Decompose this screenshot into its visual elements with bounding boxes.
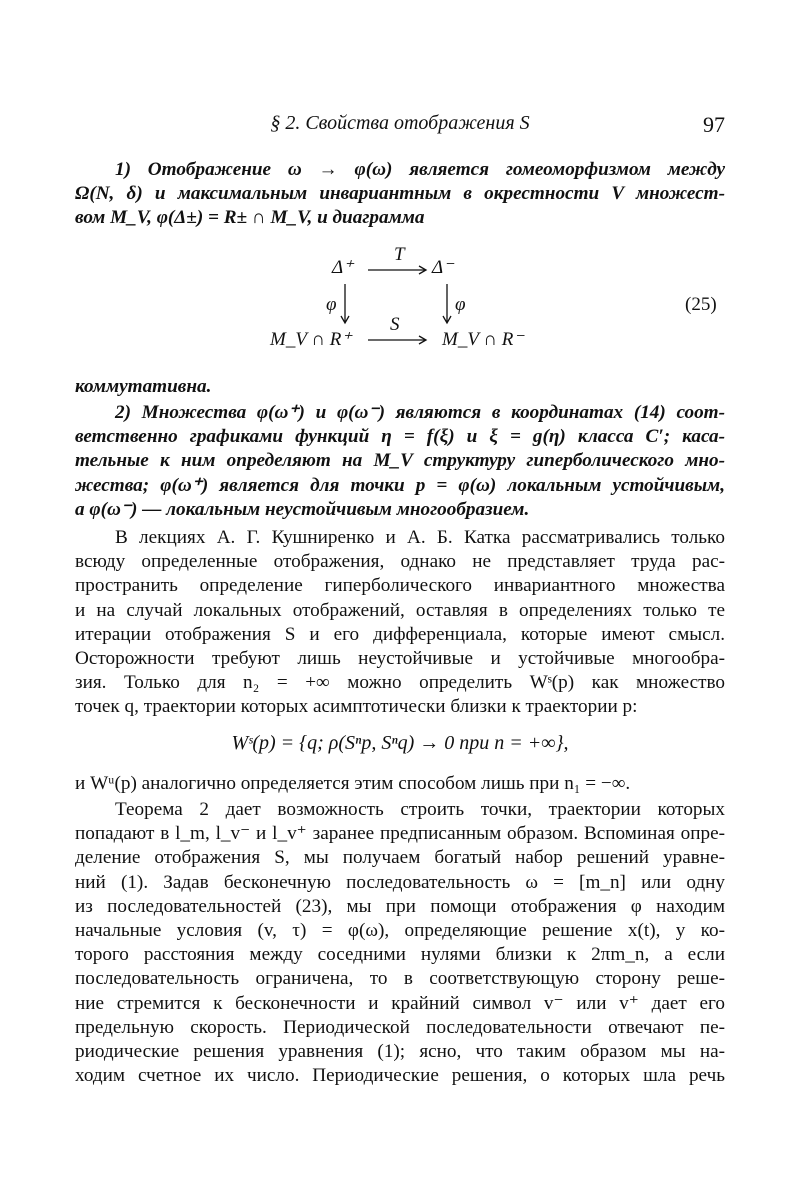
text-line: ний (1). Задав бесконечную последовательность ω = [m_n] или одну xyxy=(75,871,725,893)
text-line: 2) Множества φ(ω⁺) и φ(ω⁻) являются в координатах (14) соот- xyxy=(115,402,725,423)
diagram-right-map: φ xyxy=(455,294,466,315)
text-line: предельную скорость. Периодической последовательности отвечают пе- xyxy=(75,1016,725,1038)
text-line: В лекциях А. Г. Кушниренко и А. Б. Катка рассматривались только xyxy=(115,527,725,548)
running-title: § 2. Свойства отображения S xyxy=(270,112,530,134)
text-line: Осторожности требуют лишь неустойчивые и устойчивые многообра- xyxy=(75,647,725,669)
text-line: а φ(ω⁻) — локальным неустойчивым многообразием. xyxy=(75,498,530,520)
text-line: всюду определенные отображения, однако не представляет труда рас- xyxy=(75,551,725,573)
after-formula xyxy=(75,772,725,796)
diagram-left-map: φ xyxy=(326,294,337,315)
text-line: итерации отображения S и его дифференциала, которые имеют смысл. xyxy=(75,623,725,645)
text-line: точек q, траектории которых асимптотически близки к траектории p: xyxy=(75,696,638,718)
diagram-bottom-arrow-label: S xyxy=(390,314,400,335)
text-line: последовательность ограничена, то в соответствующую сторону реше- xyxy=(75,968,725,990)
text-line: Теорема 2 дает возможность строить точки, траектории которых xyxy=(115,799,725,820)
text-line: ветственно графиками функций η = f(ξ) и ξ = g(η) класса C′; каса- xyxy=(75,426,725,448)
text-line: пространить определение гиперболического инвариантного множества xyxy=(75,575,725,597)
text-line: и на случай локальных отображений, оставляя в определениях только те xyxy=(75,599,725,621)
text-line: торого расстояния между соседними нулями близки к 2πm_n, а если xyxy=(75,944,725,966)
diagram-bottom-right: M_V ∩ R⁻ xyxy=(442,329,524,350)
text-line: ходим счетное их число. Периодические решения, о которых шла речь xyxy=(75,1065,725,1087)
diagram-bottom-left: M_V ∩ R⁺ xyxy=(270,329,352,350)
statement-1-end xyxy=(75,375,725,399)
text-line: риодические решения уравнения (1); ясно, что таким образом мы на- xyxy=(75,1040,725,1062)
diagram-top-left: Δ⁺ xyxy=(332,257,354,278)
commutative-diagram xyxy=(260,244,550,360)
diagram-top-right: Δ⁻ xyxy=(432,257,454,278)
text-line: тельные к ним определяют на M_V структуру гиперболического мно- xyxy=(75,450,725,472)
text-line: начальные условия (v, τ) = φ(ω), определяющие решение x(t), у ко- xyxy=(75,919,725,941)
text-line: попадают в l_m, l_v⁻ и l_v⁺ заранее предписанным образом. Вспоминая опре- xyxy=(75,823,725,845)
diagram-top-arrow-label: T xyxy=(394,244,405,265)
text-line: вом M_V, φ(Δ±) = R± ∩ M_V, и диаграмма xyxy=(75,207,425,229)
page-number: 97 xyxy=(703,112,725,137)
text-line: зия. Только для n₂ = +∞ можно определить Wˢ(p) как множество xyxy=(75,672,725,694)
text-line: Ω(N, δ) и максимальным инвариантным в окрестности V множест- xyxy=(75,183,725,205)
text-line: и Wᵘ(p) аналогично определяется этим способом лишь при n₁ = −∞. xyxy=(75,773,631,794)
paragraph-2 xyxy=(75,798,725,1088)
statement-1 xyxy=(75,158,725,231)
page-header xyxy=(75,112,725,142)
text-line: коммутативна. xyxy=(75,376,212,397)
text-line: деление отображения S, мы получаем богатый набор решений уравне- xyxy=(75,847,725,869)
text-line: ние стремится к бесконечности и крайний символ v⁻ или v⁺ дает его xyxy=(75,992,725,1014)
display-formula: Wˢ(p) = {q; ρ(Sⁿp, Sⁿq) → 0 при n = +∞}, xyxy=(231,732,569,754)
statement-2 xyxy=(75,401,725,522)
text-line: жества; φ(ω⁺) является для точки p = φ(ω) локальным устойчивым, xyxy=(75,474,725,496)
paragraph-1 xyxy=(75,526,725,720)
equation-number: (25) xyxy=(685,294,717,315)
text-line: 1) Отображение ω → φ(ω) является гомеоморфизмом между xyxy=(115,159,725,180)
text-line: из последовательностей (23), мы при помощи отображения φ находим xyxy=(75,895,725,917)
